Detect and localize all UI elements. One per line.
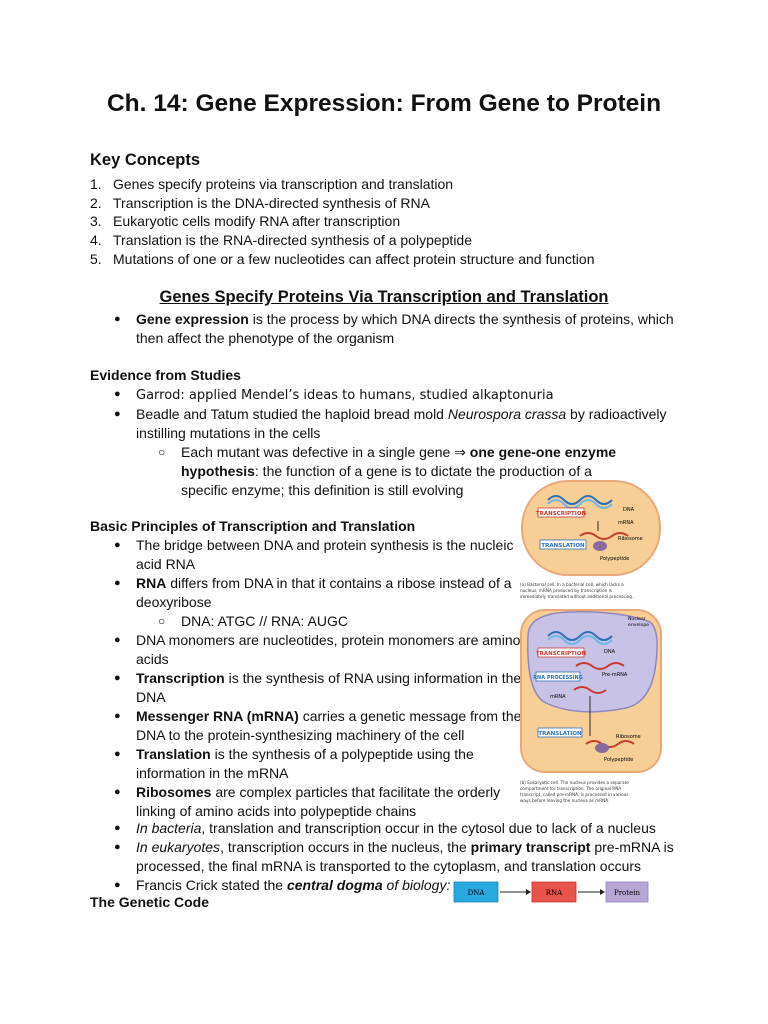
list-item: ● RNA differs from DNA in that it contains a ribose instead of a deoxyribose <box>114 575 512 610</box>
central-dogma-diagram <box>452 880 652 904</box>
ribosome-shape <box>593 541 607 551</box>
list-item: ○ DNA: ATGC // RNA: AUGC <box>158 613 348 629</box>
list-item: ● Transcription is the synthesis of RNA using information in the DNA <box>114 670 522 705</box>
figure-caption: immediately translated without additional processing. <box>520 594 634 599</box>
dna-box-label: DNA <box>467 889 485 897</box>
list-item: ● Beadle and Tatum studied the haploid bread mold Neurospora crassa by radioactively instilling mutations in the cells <box>114 406 667 441</box>
ribosome-label: Ribosome <box>616 734 641 740</box>
eukaryotic-cell-figure <box>518 608 664 808</box>
basics-heading: Basic Principles of Transcription and Translation <box>90 518 416 534</box>
rna-box-label: RNA <box>545 889 563 897</box>
list-item: ○ Each mutant was defective in a single gene ⇒ one gene-one enzyme hypothesis: the function of a gene is to dictate the production of a specific enzyme; this definition is still evolving <box>158 444 617 498</box>
list-item: 1. Genes specify proteins via transcription and translation <box>90 176 454 192</box>
cell-body <box>522 481 660 575</box>
list-item: ● DNA monomers are nucleotides, protein monomers are amino acids <box>114 632 521 667</box>
nuclear-envelope-label: Nuclear <box>628 617 646 622</box>
figure-caption: transcript, called pre-mRNA, is processed in various <box>520 792 629 797</box>
figure-caption: (b) Eukaryotic cell. The nucleus provides a separate <box>520 780 629 785</box>
figure-caption: compartment for transcription. The original RNA <box>520 786 622 791</box>
list-item: ● Translation is the synthesis of a polypeptide using the information in the mRNA <box>114 746 474 781</box>
list-item: ● Messenger RNA (mRNA) carries a genetic message from the DNA to the protein-synthesizing machinery of the cell <box>114 708 522 743</box>
list-item: 3. Eukaryotic cells modify RNA after transcription <box>90 213 401 230</box>
evidence-heading: Evidence from Studies <box>90 367 241 383</box>
list-item: ● Ribosomes are complex particles that facilitate the orderly linking of amino acids into polypeptide chains <box>114 784 501 819</box>
bacterial-cell-figure <box>520 478 662 606</box>
list-item: ● In bacteria, translation and transcription occur in the cytosol due to lack of a nucleus <box>114 820 656 836</box>
arrow-head <box>600 889 605 895</box>
key-concepts-list <box>90 175 594 268</box>
protein-box-label: Protein <box>614 889 640 897</box>
list-item: ● Francis Crick stated the central dogma of biology: <box>114 877 451 893</box>
nuclear-envelope-label: envelope <box>628 623 650 628</box>
dna-label: DNA <box>623 507 635 513</box>
pre-mrna-label: Pre-mRNA <box>602 672 628 678</box>
transcription-label: TRANSCRIPTION <box>535 511 587 517</box>
figure-caption: ways before leaving the nucleus as mRNA. <box>520 798 610 803</box>
list-item: 4. Translation is the RNA-directed synthesis of a polypeptide <box>90 232 472 249</box>
list-item: 2. Transcription is the DNA-directed synthesis of RNA <box>90 194 430 211</box>
list-item: ● Garrod: applied Mendel’s ideas to humans, studied alkaptonuria <box>114 388 554 403</box>
list-item: ● Gene expression is the process by which DNA directs the synthesis of proteins, which then affect the phenotype of the organism <box>114 311 674 346</box>
list-item: ● In eukaryotes, transcription occurs in the nucleus, the primary transcript pre-mRNA is processed, the final mRNA is transported to the cytoplasm, and translation occurs <box>114 839 674 874</box>
polypeptide-label: Polypeptide <box>600 556 630 562</box>
list-item: ● The bridge between DNA and protein synthesis is the nucleic acid RNA <box>114 537 514 572</box>
figure-caption: nucleus, mRNA produced by transcription is <box>520 588 612 593</box>
ribosome-shape <box>595 743 609 753</box>
figure-caption: (a) Bacterial cell. In a bacterial cell, which lacks a <box>520 582 624 587</box>
mrna-label: mRNA <box>618 520 634 526</box>
rna-processing-label: RNA PROCESSING <box>533 675 583 681</box>
polypeptide-label: Polypeptide <box>604 757 634 763</box>
list-item: 5. Mutations of one or a few nucleotides can affect protein structure and function <box>90 250 595 267</box>
translation-label: TRANSLATION <box>541 543 585 549</box>
transcription-label: TRANSCRIPTION <box>535 651 587 657</box>
translation-label: TRANSLATION <box>538 731 582 737</box>
arrow-head <box>526 889 531 895</box>
dna-label: DNA <box>604 649 616 655</box>
genetic-code-heading: The Genetic Code <box>90 894 210 910</box>
basics-list <box>90 536 522 821</box>
key-concepts-heading: Key Concepts <box>90 151 201 169</box>
section-title: Genes Specify Proteins Via Transcription and Translation <box>159 288 609 306</box>
ribosome-label: Ribosome <box>618 536 643 542</box>
intro-list <box>90 310 680 348</box>
mrna-label: mRNA <box>550 694 566 700</box>
page-title: Ch. 14: Gene Expression: From Gene to Protein <box>106 90 662 117</box>
